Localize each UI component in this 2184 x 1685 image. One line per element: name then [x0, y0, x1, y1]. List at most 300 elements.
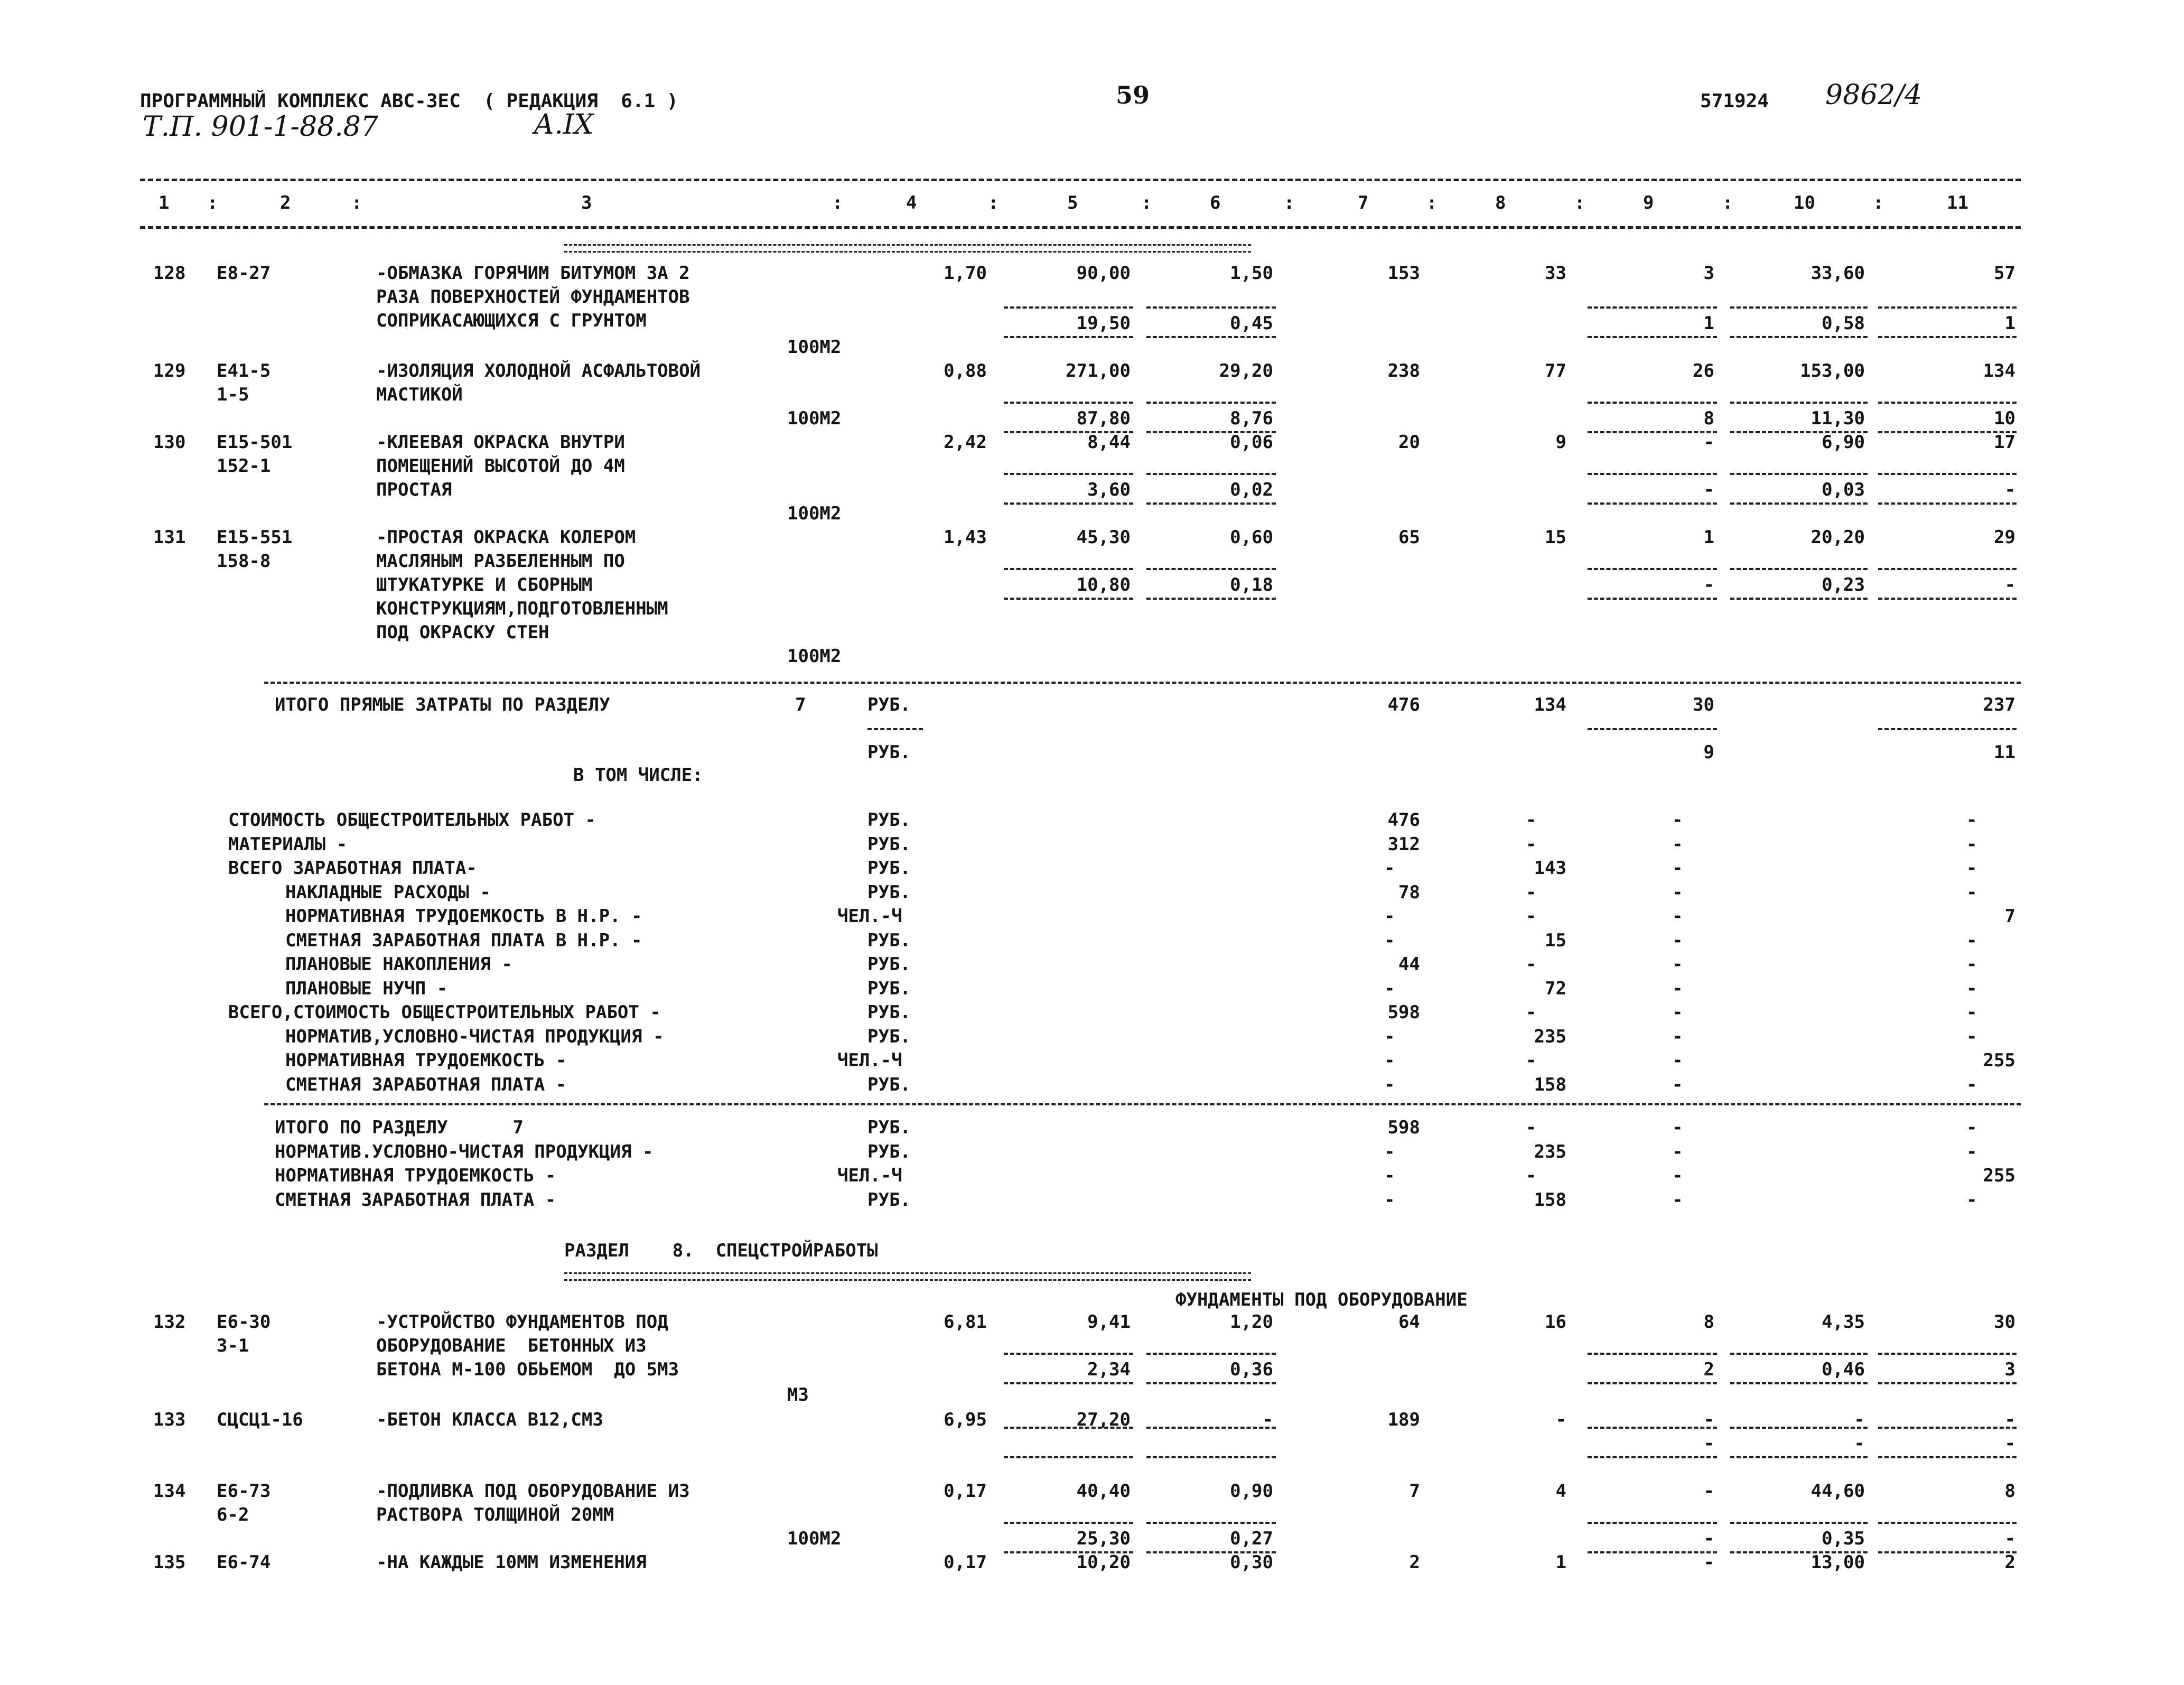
- breakdown-machines: -: [1672, 1050, 1683, 1071]
- breakdown-wages: -: [1526, 833, 1537, 855]
- item-underline: [1146, 1353, 1276, 1355]
- section-total-wages: 235: [1534, 1141, 1566, 1162]
- direct-total-underline: [867, 728, 923, 730]
- section-total-unit: РУБ.: [867, 1117, 911, 1138]
- breakdown-label: ВСЕГО ЗАРАБОТНАЯ ПЛАТА-: [228, 858, 477, 879]
- item-underline: [1878, 1456, 2017, 1458]
- item-labor-machine-total: -: [2004, 1528, 2015, 1549]
- breakdown-unit: РУБ.: [867, 881, 911, 903]
- item-underline: [1878, 568, 2017, 570]
- item-underline: [1146, 402, 1276, 404]
- direct-total-labor-machines: 11: [1994, 742, 2015, 763]
- breakdown-label: НАКЛАДНЫЕ РАСХОДЫ -: [285, 881, 491, 903]
- item-machine-wages-total: -: [1703, 1528, 1714, 1549]
- item-underline: [1878, 1382, 2017, 1384]
- breakdown-wages: -: [1526, 881, 1537, 903]
- section-total-cost: -: [1384, 1189, 1395, 1211]
- breakdown-wages: 143: [1534, 858, 1566, 879]
- item-labor: 4,35: [1822, 1311, 1865, 1333]
- item-labor-machine-total: -: [2004, 574, 2015, 595]
- item-labor: 33,60: [1810, 263, 1865, 284]
- column-header-1: 1: [158, 192, 170, 213]
- section-total-labor: -: [1966, 1117, 1977, 1138]
- item-labor-machine: 0,03: [1822, 479, 1865, 500]
- column-separator: :: [1426, 192, 1438, 213]
- item-description: КОНСТРУКЦИЯМ,ПОДГОТОВЛЕННЫМ: [376, 598, 668, 619]
- breakdown-labor: -: [1966, 1026, 1977, 1047]
- item-code: СЦСЦ1-16: [217, 1409, 303, 1430]
- column-header-6: 6: [1210, 192, 1221, 213]
- item-total-cost: 65: [1398, 527, 1420, 548]
- breakdown-wages: 72: [1545, 978, 1566, 999]
- breakdown-labor: -: [1966, 1002, 1977, 1023]
- item-machine-wages-total: -: [1703, 574, 1714, 595]
- item-unit-price: 271,00: [1066, 360, 1131, 381]
- item-underline: [1588, 1353, 1717, 1355]
- column-separator: :: [1574, 192, 1585, 213]
- column-separator: :: [351, 192, 362, 213]
- item-total-cost: 64: [1398, 1311, 1420, 1333]
- item-underline: [1588, 306, 1717, 309]
- item-underline: [1588, 1456, 1717, 1458]
- breakdown-unit: РУБ.: [867, 833, 911, 855]
- item-number: 134: [153, 1481, 186, 1502]
- breakdown-machines: -: [1672, 929, 1683, 951]
- item-labor-machine-total: -: [2004, 1433, 2015, 1454]
- item-description: РАСТВОРА ТОЛЩИНОЙ 20ММ: [376, 1504, 614, 1525]
- breakdown-machines: -: [1672, 954, 1683, 975]
- item-machine-cost: 0,30: [1230, 1552, 1273, 1573]
- item-labor: 6,90: [1822, 432, 1865, 453]
- item-description: -ПРОСТАЯ ОКРАСКА КОЛЕРОМ: [376, 527, 636, 548]
- item-machine-total: -: [1703, 1481, 1714, 1502]
- item-code: Е41-5: [217, 360, 271, 381]
- breakdown-unit: РУБ.: [867, 929, 911, 951]
- item-description: МАСТИКОЙ: [376, 384, 463, 405]
- item-labor-total: -: [2004, 1409, 2015, 1430]
- item-unit-price: 40,40: [1076, 1481, 1131, 1502]
- item-code: 3-1: [217, 1335, 249, 1356]
- item-number: 132: [153, 1311, 186, 1333]
- breakdown-wages: -: [1526, 1050, 1537, 1071]
- breakdown-machines: -: [1672, 881, 1683, 903]
- item-underline: [1146, 1427, 1276, 1429]
- item-description: -КЛЕЕВАЯ ОКРАСКА ВНУТРИ: [376, 432, 625, 453]
- item-machine-wages-total: 1: [1703, 313, 1714, 334]
- direct-total-wages: 134: [1534, 694, 1566, 715]
- item-total-cost: 20: [1398, 432, 1420, 453]
- item-underline: [1730, 1382, 1868, 1384]
- item-underline: [1146, 306, 1276, 309]
- breakdown-label: МАТЕРИАЛЫ -: [228, 833, 348, 855]
- item-underline: [1588, 336, 1717, 338]
- item-number: 135: [153, 1552, 186, 1573]
- item-quantity: 0,88: [944, 360, 987, 381]
- item-wages: 15: [1545, 527, 1566, 548]
- item-underline: [1730, 1427, 1868, 1429]
- column-separator: :: [1873, 192, 1884, 213]
- item-underline: [1004, 336, 1133, 338]
- totals-rule: [264, 682, 2021, 684]
- item-unit: 100М2: [787, 408, 842, 429]
- item-description: БЕТОНА М-100 ОБЬЕМОМ ДО 5М3: [376, 1359, 679, 1380]
- item-underline: [1878, 1427, 2017, 1429]
- breakdown-wages: -: [1526, 906, 1537, 927]
- item-description: -БЕТОН КЛАССА В12,СМ3: [376, 1409, 603, 1430]
- column-separator: :: [832, 192, 843, 213]
- item-labor-machine: 0,58: [1822, 313, 1865, 334]
- direct-total-unit: РУБ.: [867, 694, 911, 715]
- item-unit-price: 45,30: [1076, 527, 1131, 548]
- direct-total-underline: [1878, 728, 2017, 730]
- item-description: ПОД ОКРАСКУ СТЕН: [376, 622, 549, 643]
- item-code: 152-1: [217, 455, 271, 477]
- breakdown-cost: -: [1384, 978, 1395, 999]
- item-labor-total: 17: [1994, 432, 2015, 453]
- breakdown-unit: РУБ.: [867, 978, 911, 999]
- item-underline: [1146, 1456, 1276, 1458]
- item-unit: 100М2: [787, 1528, 842, 1549]
- item-underline: [1004, 402, 1133, 404]
- breakdown-cost: -: [1384, 929, 1395, 951]
- item-underline: [1878, 306, 2017, 309]
- item-labor-total: 29: [1994, 527, 2015, 548]
- item-machine-cost: 0,06: [1230, 432, 1273, 453]
- item-wages: 9: [1555, 432, 1566, 453]
- item-code: 6-2: [217, 1504, 249, 1525]
- item-underline: [1878, 1522, 2017, 1524]
- section-8-title: РАЗДЕЛ 8. СПЕЦСТРОЙРАБОТЫ: [564, 1240, 878, 1261]
- section-total-machines: -: [1672, 1189, 1683, 1211]
- item-underline: [1004, 1522, 1133, 1524]
- breakdown-label: ВСЕГО,СТОИМОСТЬ ОБЩЕСТРОИТЕЛЬНЫХ РАБОТ -: [228, 1002, 661, 1023]
- item-labor: 13,00: [1810, 1552, 1865, 1573]
- breakdown-labor: -: [1966, 858, 1977, 879]
- item-code: Е6-74: [217, 1552, 271, 1573]
- item-labor-machine: -: [1854, 1433, 1865, 1454]
- item-unit-price: 8,44: [1087, 432, 1131, 453]
- item-machine-cost: 1,50: [1230, 263, 1273, 284]
- direct-total-machines-wages: 9: [1703, 742, 1714, 763]
- section-total-unit: ЧЕЛ.-Ч: [837, 1165, 902, 1186]
- section-total-labor: 255: [1983, 1165, 2015, 1186]
- item-labor-machine: 11,30: [1810, 408, 1865, 429]
- column-header-9: 9: [1643, 192, 1654, 213]
- breakdown-unit: ЧЕЛ.-Ч: [837, 906, 902, 927]
- item-labor-machine-total: 1: [2004, 313, 2015, 334]
- item-underline: [1730, 306, 1868, 309]
- section-total-cost: 598: [1387, 1117, 1420, 1138]
- item-wages: 77: [1545, 360, 1566, 381]
- item-machine-cost: 29,20: [1219, 360, 1273, 381]
- section-total-machines: -: [1672, 1141, 1683, 1162]
- item-quantity: 6,81: [944, 1311, 987, 1333]
- breakdown-labor: -: [1966, 929, 1977, 951]
- breakdown-unit: РУБ.: [867, 1002, 911, 1023]
- item-unit-price-wages: 3,60: [1087, 479, 1131, 500]
- item-underline: [1588, 473, 1717, 475]
- item-underline: [1878, 1353, 2017, 1355]
- album-handwritten-mark: А.IX: [534, 109, 594, 141]
- item-underline: [1730, 336, 1868, 338]
- column-separator: :: [1284, 192, 1295, 213]
- breakdown-machines: -: [1672, 978, 1683, 999]
- breakdown-unit: РУБ.: [867, 809, 911, 831]
- item-machine-wages-total: 8: [1703, 408, 1714, 429]
- item-code: 158-8: [217, 551, 271, 572]
- item-total-cost: 189: [1387, 1409, 1420, 1430]
- column-header-8: 8: [1495, 192, 1506, 213]
- item-code: Е6-73: [217, 1481, 271, 1502]
- including-label: В ТОМ ЧИСЛЕ:: [573, 765, 703, 786]
- breakdown-machines: -: [1672, 858, 1683, 879]
- item-wages: 4: [1555, 1481, 1566, 1502]
- section-total-cost: -: [1384, 1165, 1395, 1186]
- breakdown-labor: 7: [2004, 906, 2015, 927]
- section-total-labor: -: [1966, 1141, 1977, 1162]
- section-total-labor: -: [1966, 1189, 1977, 1211]
- item-machine-wages-total: -: [1703, 1433, 1714, 1454]
- item-labor-machine-total: -: [2004, 479, 2015, 500]
- item-unit-price-wages: 87,80: [1076, 408, 1131, 429]
- item-code: 1-5: [217, 384, 249, 405]
- item-machine-total: 26: [1693, 360, 1714, 381]
- direct-total-label: ИТОГО ПРЯМЫЕ ЗАТРАТЫ ПО РАЗДЕЛУ: [275, 694, 610, 715]
- item-total-cost: 238: [1387, 360, 1420, 381]
- column-header-7: 7: [1358, 192, 1369, 213]
- breakdown-wages: -: [1526, 954, 1537, 975]
- item-underline: [1588, 568, 1717, 570]
- item-number: 131: [153, 527, 186, 548]
- item-unit: М3: [787, 1384, 809, 1405]
- item-machine-total: -: [1703, 1552, 1714, 1573]
- item-labor-machine-total: 10: [1994, 408, 2015, 429]
- breakdown-machines: -: [1672, 906, 1683, 927]
- item-underline: [1004, 473, 1133, 475]
- item-machine-wages: 0,18: [1230, 574, 1273, 595]
- item-machine-wages: 0,36: [1230, 1359, 1273, 1380]
- column-separator: :: [988, 192, 999, 213]
- item-underline: [1730, 598, 1868, 600]
- breakdown-label: СТОИМОСТЬ ОБЩЕСТРОИТЕЛЬНЫХ РАБОТ -: [228, 809, 596, 831]
- breakdown-cost: 476: [1387, 809, 1420, 831]
- breakdown-cost: 312: [1387, 833, 1420, 855]
- item-underline: [1146, 1382, 1276, 1384]
- direct-total-unit-2: РУБ.: [867, 742, 911, 763]
- item-machine-wages: 0,02: [1230, 479, 1273, 500]
- item-underline: [1588, 1522, 1717, 1524]
- breakdown-label: НОРМАТИВНАЯ ТРУДОЕМКОСТЬ В Н.Р. -: [285, 906, 642, 927]
- breakdown-machines: -: [1672, 1026, 1683, 1047]
- item-underline: [1146, 336, 1276, 338]
- item-machine-wages: 0,45: [1230, 313, 1273, 334]
- section-total-label: НОРМАТИВНАЯ ТРУДОЕМКОСТЬ -: [275, 1165, 556, 1186]
- item-labor-machine: 0,23: [1822, 574, 1865, 595]
- section-8-subtitle: ФУНДАМЕНТЫ ПОД ОБОРУДОВАНИЕ: [1175, 1289, 1468, 1310]
- breakdown-cost: 44: [1398, 954, 1420, 975]
- item-unit-price: 27,20: [1076, 1409, 1131, 1430]
- column-separator: :: [207, 192, 218, 213]
- item-total-cost: 2: [1409, 1552, 1420, 1573]
- item-underline: [1004, 598, 1133, 600]
- breakdown-wages: -: [1526, 1002, 1537, 1023]
- breakdown-machines: -: [1672, 1074, 1683, 1095]
- item-description: -ПОДЛИВКА ПОД ОБОРУДОВАНИЕ ИЗ: [376, 1481, 690, 1502]
- breakdown-machines: -: [1672, 809, 1683, 831]
- item-underline: [1146, 1522, 1276, 1524]
- breakdown-unit: ЧЕЛ.-Ч: [837, 1050, 902, 1071]
- item-quantity: 6,95: [944, 1409, 987, 1430]
- column-header-11: 11: [1947, 192, 1968, 213]
- section-8-divider: [564, 1272, 1251, 1281]
- item-underline: [1146, 502, 1276, 505]
- item-machine-cost: -: [1262, 1409, 1273, 1430]
- section-total-wages: -: [1526, 1165, 1537, 1186]
- item-machine-wages: 0,27: [1230, 1528, 1273, 1549]
- section-total-machines: -: [1672, 1165, 1683, 1186]
- item-labor-total: 57: [1994, 263, 2015, 284]
- item-underline: [1878, 336, 2017, 338]
- item-number: 130: [153, 432, 186, 453]
- breakdown-wages: 15: [1545, 929, 1566, 951]
- item-unit: 100М2: [787, 503, 842, 524]
- item-underline: [1730, 1353, 1868, 1355]
- item-underline: [1146, 473, 1276, 475]
- item-underline: [1730, 1522, 1868, 1524]
- item-underline: [1588, 1382, 1717, 1384]
- section-total-rule: [264, 1103, 2021, 1105]
- item-description: ПРОСТАЯ: [376, 479, 452, 500]
- breakdown-cost: -: [1384, 906, 1395, 927]
- breakdown-machines: -: [1672, 1002, 1683, 1023]
- item-machine-total: -: [1703, 1409, 1714, 1430]
- item-quantity: 2,42: [944, 432, 987, 453]
- item-underline: [1588, 402, 1717, 404]
- direct-total-labor: 237: [1983, 694, 2015, 715]
- item-wages: 33: [1545, 263, 1566, 284]
- breakdown-cost: -: [1384, 1026, 1395, 1047]
- item-underline: [1004, 1382, 1133, 1384]
- item-underline: [1878, 402, 2017, 404]
- item-total-cost: 153: [1387, 263, 1420, 284]
- item-description: РАЗА ПОВЕРХНОСТЕЙ ФУНДАМЕНТОВ: [376, 286, 690, 308]
- section-total-machines: -: [1672, 1117, 1683, 1138]
- item-wages: 1: [1555, 1552, 1566, 1573]
- document-number: 571924: [1700, 90, 1769, 112]
- breakdown-labor: -: [1966, 978, 1977, 999]
- column-separator: :: [1722, 192, 1733, 213]
- column-header-4: 4: [906, 192, 917, 213]
- item-machine-cost: 1,20: [1230, 1311, 1273, 1333]
- header-rule-bottom: [140, 226, 2021, 229]
- item-machine-total: -: [1703, 432, 1714, 453]
- item-underline: [1730, 502, 1868, 505]
- item-underline: [1730, 473, 1868, 475]
- item-description: МАСЛЯНЫМ РАЗБЕЛЕННЫМ ПО: [376, 551, 625, 572]
- project-handwritten-code: Т.П. 901-1-88.87: [143, 111, 378, 143]
- item-underline: [1588, 598, 1717, 600]
- item-code: Е15-551: [217, 527, 293, 548]
- breakdown-labor: -: [1966, 954, 1977, 975]
- item-number: 128: [153, 263, 186, 284]
- item-labor-total: 8: [2004, 1481, 2015, 1502]
- breakdown-labor: -: [1966, 809, 1977, 831]
- item-machine-wages-total: 2: [1703, 1359, 1714, 1380]
- breakdown-label: СМЕТНАЯ ЗАРАБОТНАЯ ПЛАТА В Н.Р. -: [285, 929, 642, 951]
- item-unit: 100М2: [787, 337, 842, 358]
- breakdown-wages: 158: [1534, 1074, 1566, 1095]
- item-underline: [1004, 568, 1133, 570]
- section-total-wages: 158: [1534, 1189, 1566, 1211]
- item-unit-price-wages: 19,50: [1076, 313, 1131, 334]
- breakdown-machines: -: [1672, 833, 1683, 855]
- item-machine-wages-total: -: [1703, 479, 1714, 500]
- item-unit-price-wages: 2,34: [1087, 1359, 1131, 1380]
- breakdown-unit: РУБ.: [867, 1026, 911, 1047]
- item-code: Е15-501: [217, 432, 293, 453]
- breakdown-cost: -: [1384, 858, 1395, 879]
- item-machine-cost: 0,90: [1230, 1481, 1273, 1502]
- item-machine-total: 3: [1703, 263, 1714, 284]
- item-quantity: 1,43: [944, 527, 987, 548]
- item-unit-price-wages: 10,80: [1076, 574, 1131, 595]
- item-labor: 153,00: [1800, 360, 1865, 381]
- page-number: 59: [1116, 81, 1150, 109]
- item-labor: -: [1854, 1409, 1865, 1430]
- breakdown-unit: РУБ.: [867, 858, 911, 879]
- item-description: -НА КАЖДЫЕ 10ММ ИЗМЕНЕНИЯ: [376, 1552, 647, 1573]
- item-unit-price: 90,00: [1076, 263, 1131, 284]
- breakdown-cost: 598: [1387, 1002, 1420, 1023]
- item-quantity: 1,70: [944, 263, 987, 284]
- item-number: 129: [153, 360, 186, 381]
- item-description: -УСТРОЙСТВО ФУНДАМЕНТОВ ПОД: [376, 1311, 668, 1333]
- item-labor: 20,20: [1810, 527, 1865, 548]
- item-labor-total: 134: [1983, 360, 2015, 381]
- item-quantity: 0,17: [944, 1552, 987, 1573]
- column-header-5: 5: [1067, 192, 1078, 213]
- item-underline: [1730, 402, 1868, 404]
- item-underline: [1146, 598, 1276, 600]
- breakdown-labor: -: [1966, 1074, 1977, 1095]
- item-labor-machine-total: 3: [2004, 1359, 2015, 1380]
- breakdown-unit: РУБ.: [867, 1074, 911, 1095]
- section-total-label: СМЕТНАЯ ЗАРАБОТНАЯ ПЛАТА -: [275, 1189, 556, 1211]
- item-code: Е6-30: [217, 1311, 271, 1333]
- item-quantity: 0,17: [944, 1481, 987, 1502]
- item-labor: 44,60: [1810, 1481, 1865, 1502]
- item-number: 133: [153, 1409, 186, 1430]
- breakdown-label: НОРМАТИВ,УСЛОВНО-ЧИСТАЯ ПРОДУКЦИЯ -: [285, 1026, 664, 1047]
- section-total-cost: -: [1384, 1141, 1395, 1162]
- item-underline: [1004, 1427, 1133, 1429]
- item-machine-cost: 0,60: [1230, 527, 1273, 548]
- item-underline: [1004, 1456, 1133, 1458]
- item-underline: [1588, 502, 1717, 505]
- item-unit: 100М2: [787, 646, 842, 667]
- item-machine-total: 1: [1703, 527, 1714, 548]
- column-header-10: 10: [1794, 192, 1815, 213]
- item-underline: [1588, 1427, 1717, 1429]
- direct-total-machines: 30: [1693, 694, 1714, 715]
- document-handwritten-number: 9862/4: [1825, 79, 1922, 111]
- program-header: ПРОГРАММНЫЙ КОМПЛЕКС АВС-3ЕС ( РЕДАКЦИЯ 6.1 ): [140, 90, 678, 112]
- item-unit-price: 10,20: [1076, 1552, 1131, 1573]
- breakdown-wages: 235: [1534, 1026, 1566, 1047]
- item-underline: [1146, 568, 1276, 570]
- breakdown-labor: 255: [1983, 1050, 2015, 1071]
- section-divider: [564, 244, 1251, 253]
